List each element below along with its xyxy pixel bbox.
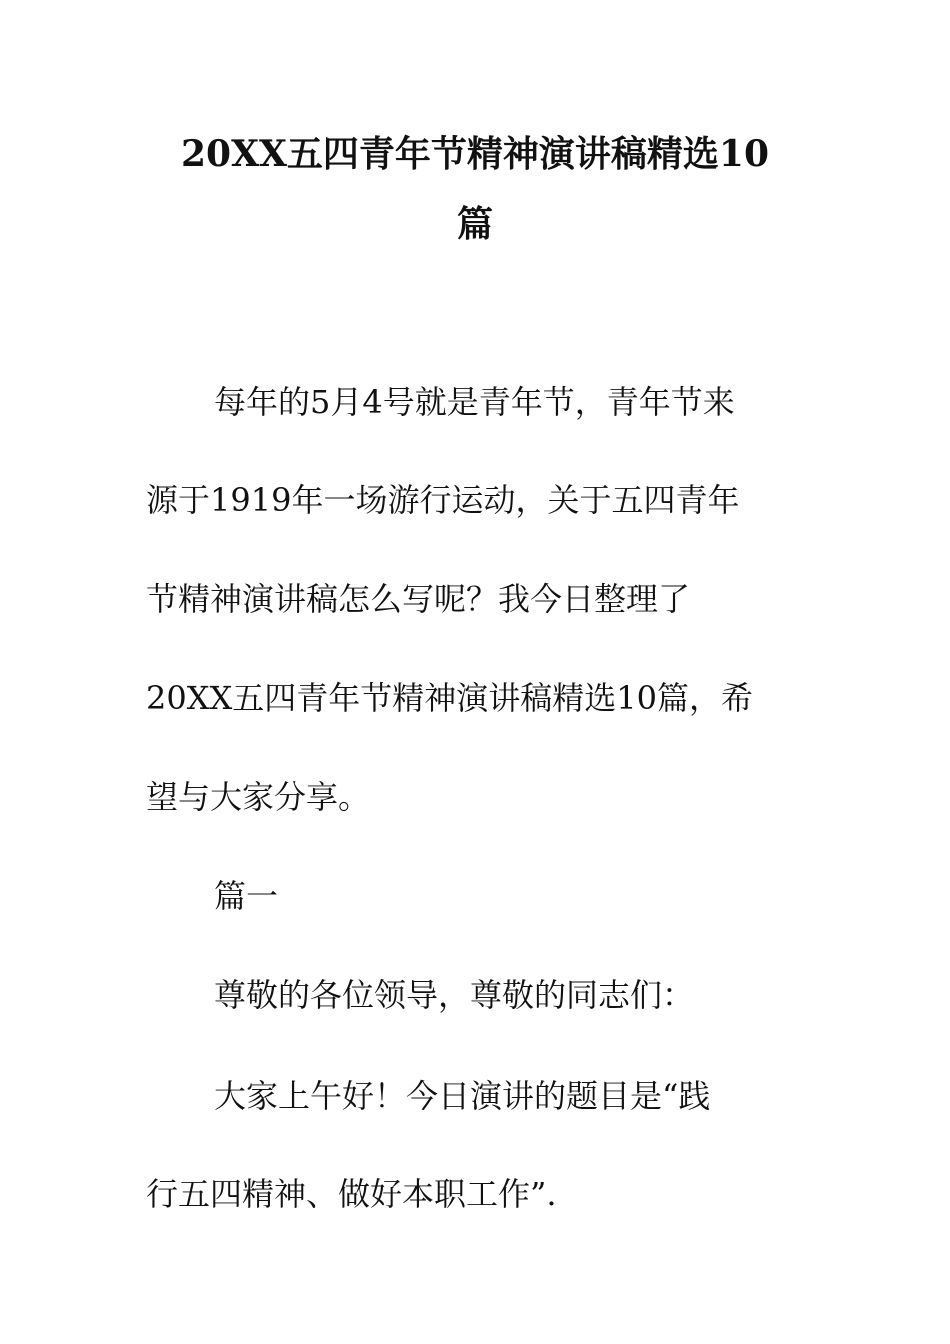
salutation-line: 尊敬的各位领导，尊敬的同志们： <box>214 976 695 1014</box>
paragraph-intro-line-4: 20XX五四青年节精神演讲稿精选10篇，希 <box>146 679 754 717</box>
document-title-line-1: 20XX五四青年节精神演讲稿精选10 <box>180 133 770 175</box>
document-title-line-2: 篇 <box>456 203 493 245</box>
paragraph-intro-line-1: 每年的5月4号就是青年节，青年节来 <box>214 383 735 421</box>
paragraph-intro-line-5: 望与大家分享。 <box>146 778 371 816</box>
paragraph-intro-line-2: 源于1919年一场游行运动，关于五四青年 <box>146 481 740 519</box>
speech-line-2: 行五四精神、做好本职工作”. <box>146 1175 557 1213</box>
paragraph-intro-line-3: 节精神演讲稿怎么写呢？我今日整理了 <box>146 580 691 618</box>
section-heading: 篇一 <box>214 877 279 915</box>
speech-line-1: 大家上午好！今日演讲的题目是“践 <box>214 1077 711 1115</box>
